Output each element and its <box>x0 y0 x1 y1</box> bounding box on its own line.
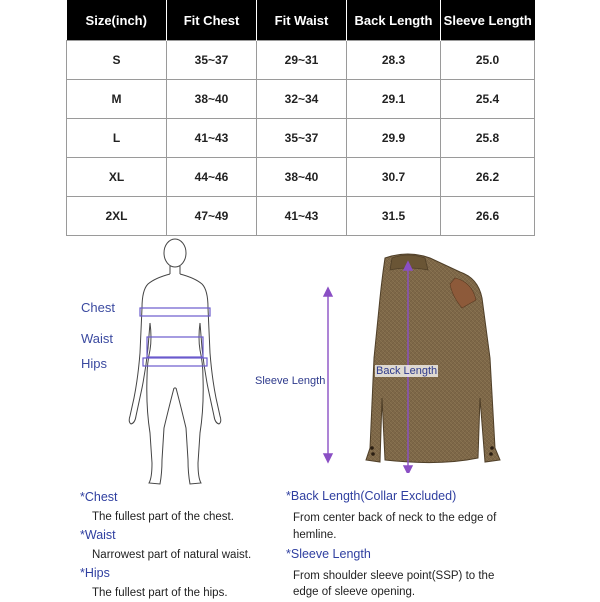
header-fit-waist: Fit Waist <box>257 0 347 41</box>
cell-fit-chest: 47~49 <box>167 197 257 236</box>
cell-fit-waist: 41~43 <box>257 197 347 236</box>
cell-sleeve-length: 26.2 <box>441 158 535 197</box>
cell-sleeve-length: 26.6 <box>441 197 535 236</box>
cell-sleeve-length: 25.4 <box>441 80 535 119</box>
figure-label-waist: Waist <box>81 331 114 346</box>
definition-chest-title: *Chest <box>80 490 118 504</box>
cell-sleeve-length: 25.0 <box>441 41 535 80</box>
definition-back-length-title: *Back Length(Collar Excluded) <box>286 489 457 503</box>
cell-fit-waist: 35~37 <box>257 119 347 158</box>
jacket-illustration <box>300 248 540 473</box>
definition-back-length-line1: From center back of neck to the edge of <box>293 512 497 524</box>
definition-sleeve-length-line1: From shoulder sleeve point(SSP) to the <box>293 570 495 582</box>
cell-back-length: 31.5 <box>347 197 441 236</box>
cell-back-length: 29.1 <box>347 80 441 119</box>
cell-fit-chest: 44~46 <box>167 158 257 197</box>
cell-back-length: 29.9 <box>347 119 441 158</box>
cell-size: XL <box>67 158 167 197</box>
cell-size: L <box>67 119 167 158</box>
definition-sleeve-length-title: *Sleeve Length <box>286 547 371 561</box>
table-row <box>67 197 535 236</box>
cell-back-length: 28.3 <box>347 41 441 80</box>
definition-hips-text: The fullest part of the hips. <box>92 587 228 599</box>
cell-fit-waist: 29~31 <box>257 41 347 80</box>
cell-fit-chest: 35~37 <box>167 41 257 80</box>
cell-back-length: 30.7 <box>347 158 441 197</box>
body-figure-illustration <box>100 238 255 488</box>
header-size: Size(inch) <box>67 0 167 41</box>
header-fit-chest: Fit Chest <box>167 0 257 41</box>
sleeve-length-label: Sleeve Length <box>255 375 326 387</box>
table-row <box>67 80 535 119</box>
table-row <box>67 119 535 158</box>
table-row <box>67 158 535 197</box>
cell-sleeve-length: 25.8 <box>441 119 535 158</box>
cell-fit-chest: 38~40 <box>167 80 257 119</box>
definition-back-length-line2: hemline. <box>293 529 337 541</box>
table-row <box>67 41 535 80</box>
definition-sleeve-length-line2: edge of sleeve opening. <box>293 586 416 598</box>
definition-hips-title: *Hips <box>80 566 110 580</box>
back-length-label: Back Length <box>376 365 438 377</box>
cell-fit-waist: 38~40 <box>257 158 347 197</box>
definition-chest-text: The fullest part of the chest. <box>92 511 234 523</box>
cell-size: 2XL <box>67 197 167 236</box>
cell-size: M <box>67 80 167 119</box>
figure-label-hips: Hips <box>81 356 108 371</box>
cell-fit-waist: 32~34 <box>257 80 347 119</box>
header-sleeve-length: Sleeve Length <box>441 0 535 41</box>
definition-waist-title: *Waist <box>80 528 116 542</box>
cell-fit-chest: 41~43 <box>167 119 257 158</box>
cell-size: S <box>67 41 167 80</box>
figure-label-chest: Chest <box>81 300 115 315</box>
header-back-length: Back Length <box>347 0 441 41</box>
table-header-row <box>67 0 535 41</box>
size-chart-table <box>66 0 535 236</box>
definition-waist-text: Narrowest part of natural waist. <box>92 549 252 561</box>
